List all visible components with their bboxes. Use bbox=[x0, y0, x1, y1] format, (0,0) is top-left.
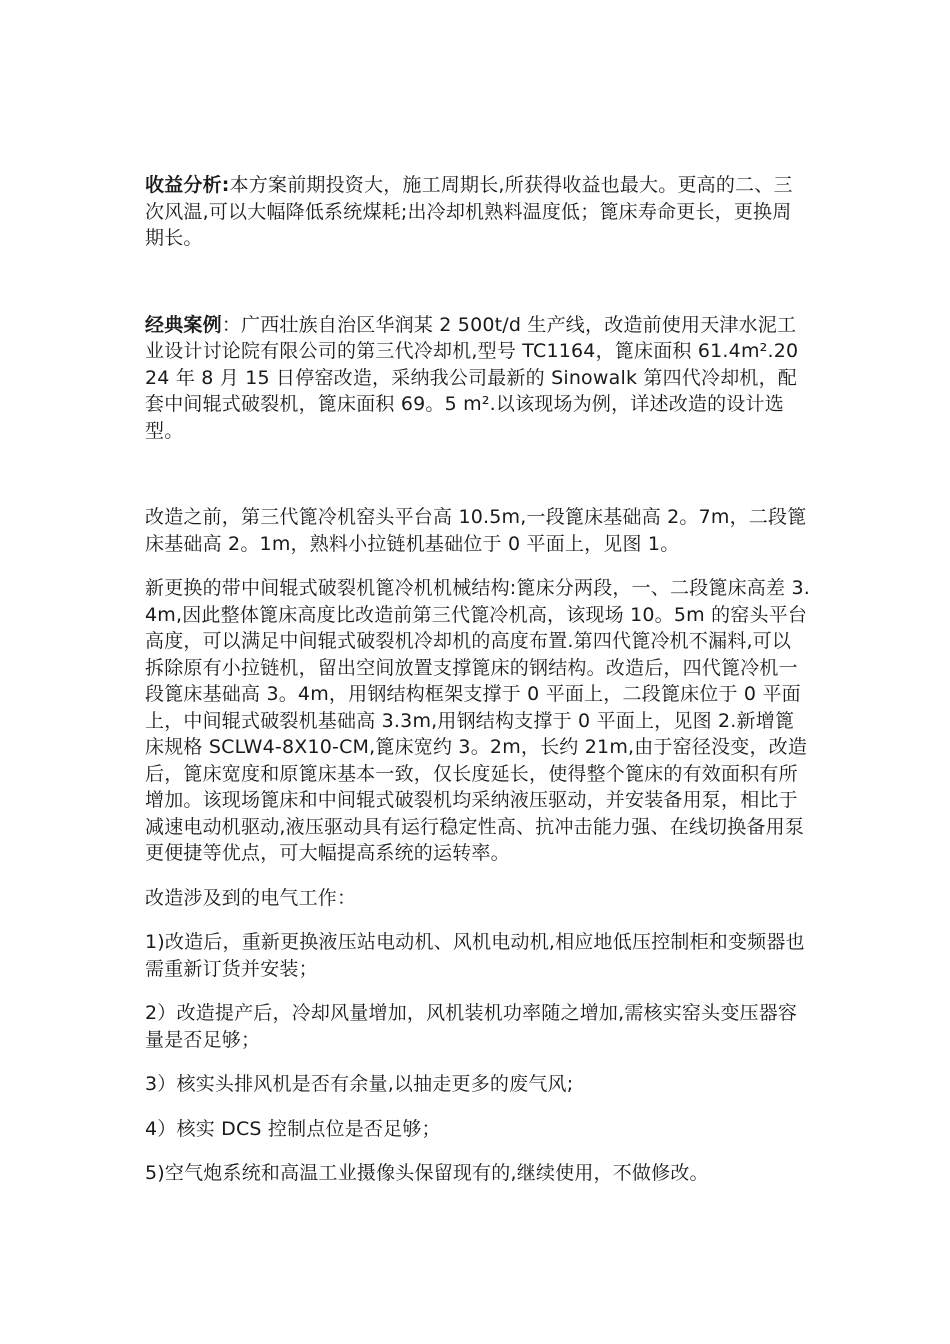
electrical-work-heading: 改造涉及到的电气工作： bbox=[145, 886, 357, 909]
electrical-item-2: 2）改造提产后，冷却风量增加，风机装机功率随之增加,需核实窑头变压器容量是否足够； bbox=[145, 1002, 798, 1051]
classic-case-text: ：广西壮族自治区华润某 2 500t/d 生产线，改造前使用天津水泥工业设计讨论院有限公司的第三代冷却机,型号 TC1164，篦床面积 61.4m².2024 年 8 月 15 日停窑改造，采纳我公司最新的 Sinowalk 第四代冷却机，配套中间辊式破裂机，篦床面积 69。5 m².以该现场为例，详述改造的设计选型。 bbox=[145, 313, 799, 442]
classic-case-lead: 经典案例 bbox=[145, 313, 222, 336]
electrical-item-3: 3）核实头排风机是否有余量,以抽走更多的废气风; bbox=[145, 1073, 574, 1095]
document-body bbox=[145, 172, 810, 1187]
new-structure-paragraph: 新更换的带中间辊式破裂机篦冷机机械结构:篦床分两段，一、二段篦床高差 3.4m,因此整体篦床高度比改造前第三代篦冷机高，该现场 10。5m 的窑头平台高度，可以满足中间辊式破裂机冷却机的高度布置.第四代篦冷机不漏料,可以拆除原有小拉链机，留出空间放置支撑篦床的钢结构。改造后，四代篦冷机一段篦床基础高 3。4m，用钢结构框架支撑于 0 平面上，二段篦床位于 0 平面上，中间辊式破裂机基础高 3.3m,用钢结构支撑于 0 平面上，见图 2.新增篦床规格 SCLW4-8X10-CM,篦床宽约 3。2m，长约 21m,由于窑径没变，改造后，篦床宽度和原篦床基本一致，仅长度延长，使得整个篦床的有效面积有所增加。该现场篦床和中间辊式破裂机均采纳液压驱动，并安装备用泵，相比于减速电动机驱动,液压驱动具有运行稳定性高、抗冲击能力强、在线切换备用泵更便捷等优点，可大幅提高系统的运转率。 bbox=[145, 577, 810, 864]
benefit-analysis-paragraph bbox=[145, 172, 810, 252]
electrical-item-1: 1)改造后，重新更换液压站电动机、风机电动机,相应地低压控制柜和变频器也需重新订货并安装； bbox=[145, 931, 805, 980]
benefit-analysis-lead: 收益分析: bbox=[145, 174, 230, 196]
electrical-item-5: 5)空气炮系统和高温工业摄像头保留现有的,继续使用，不做修改。 bbox=[145, 1162, 709, 1184]
benefit-analysis-text: 本方案前期投资大，施工周期长,所获得收益也最大。更高的二、三次风温,可以大幅降低系统煤耗;出冷却机熟料温度低；篦床寿命更长，更换周期长。 bbox=[145, 174, 793, 249]
classic-case-paragraph bbox=[145, 312, 810, 445]
before-retrofit-paragraph: 改造之前，第三代篦冷机窑头平台高 10.5m,一段篦床基础高 2。7m，二段篦床基础高 2。1m，熟料小拉链机基础位于 0 平面上，见图 1。 bbox=[145, 506, 807, 555]
electrical-item-4: 4）核实 DCS 控制点位是否足够； bbox=[145, 1117, 441, 1140]
